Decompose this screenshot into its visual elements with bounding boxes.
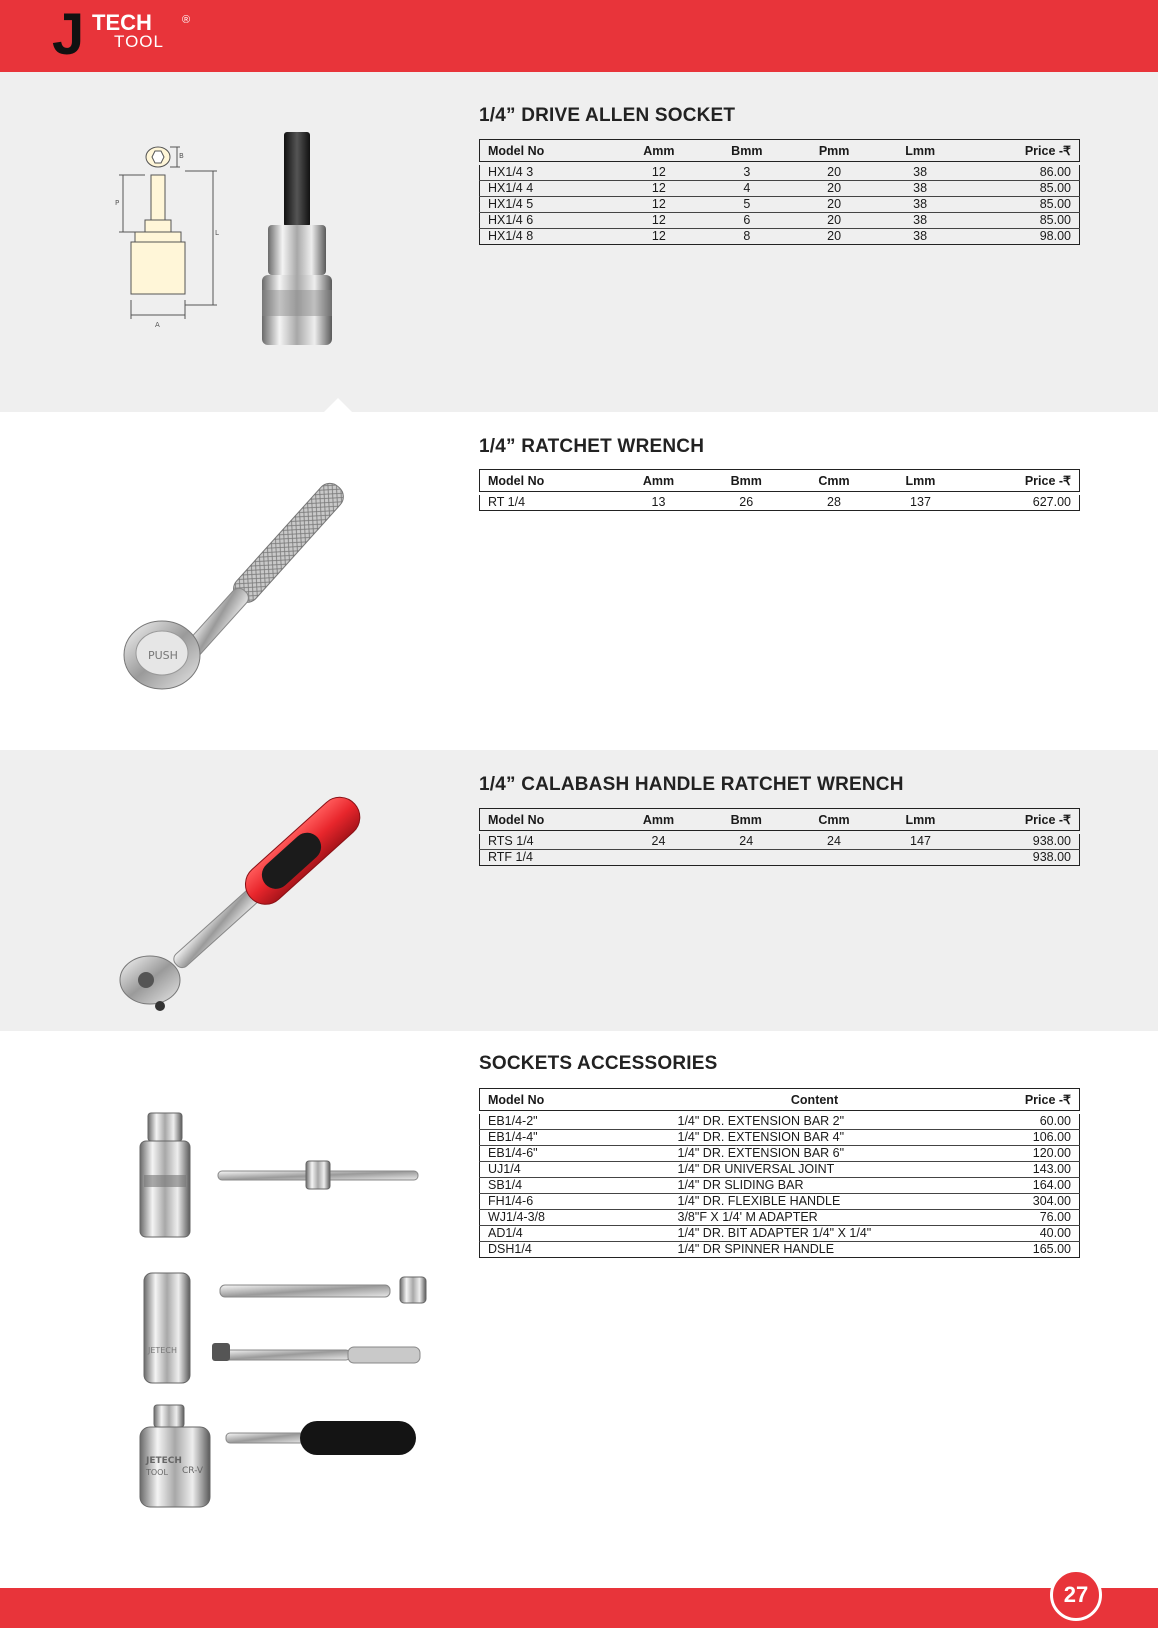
cell-a [615,850,703,866]
table-header-row [480,1089,1080,1111]
socket-tool-mark: TOOL [146,1468,168,1477]
table-row [480,1114,1080,1130]
col-header-l: Lmm [878,809,963,831]
col-header-c: Cmm [790,470,878,492]
cell-model: DSH1/4 [480,1242,670,1258]
logo-registered-mark: ® [182,14,191,26]
col-header-price: Price -₹ [963,470,1079,492]
logo-tech: TECH [92,10,152,35]
logo-j: J [52,2,85,67]
cell-l: 38 [877,229,962,245]
cell-l: 38 [877,165,962,181]
cell-a: 12 [615,165,703,181]
col-header-model: Model No [480,140,615,162]
table-row [480,1162,1080,1178]
cell-price: 143.00 [960,1162,1080,1178]
cell-price: 60.00 [960,1114,1080,1130]
cell-price: 40.00 [960,1226,1080,1242]
calabash-ratchet-photo [110,770,400,1020]
cell-model: FH1/4-6 [480,1194,670,1210]
col-header-a: Amm [615,470,703,492]
ratchet-table [479,469,1080,511]
dim-label-p: P [115,199,120,207]
cell-p: 20 [791,197,878,213]
cell-price: 627.00 [963,495,1079,511]
calabash-table [479,808,1080,866]
cell-l: 38 [877,181,962,197]
cell-b: 24 [702,834,790,850]
cell-l: 147 [878,834,963,850]
table-header-row [480,470,1080,492]
table-row [480,197,1080,213]
socket-brand-mark-1: JETECH [148,1346,177,1355]
table-row [480,850,1080,866]
table-header-row [480,140,1080,162]
allen-socket-photo [258,130,338,350]
cell-price: 165.00 [960,1242,1080,1258]
table-row [480,1210,1080,1226]
cell-b: 6 [703,213,791,229]
cell-c: 28 [790,495,878,511]
brand-logo [52,2,212,67]
dim-label-a: A [155,321,160,329]
col-header-l: Lmm [878,470,963,492]
cell-model: HX1/4 4 [480,181,615,197]
table-row [480,495,1080,511]
cell-model: SB1/4 [480,1178,670,1194]
cell-price: 76.00 [960,1210,1080,1226]
cell-b: 5 [703,197,791,213]
col-header-p: Pmm [791,140,878,162]
cell-c: 24 [790,834,878,850]
cell-model: RTF 1/4 [480,850,615,866]
cell-content: 1/4" DR UNIVERSAL JOINT [670,1162,960,1178]
accessories-table [479,1088,1080,1258]
col-header-model: Model No [480,1089,670,1111]
table-row [480,181,1080,197]
table-row [480,213,1080,229]
cell-price: 98.00 [963,229,1080,245]
table-row [480,1194,1080,1210]
table-header-row [480,809,1080,831]
footer-bar [0,1588,1158,1628]
page-number: 27 [1063,1582,1089,1607]
col-header-model: Model No [480,470,615,492]
table-row [480,1242,1080,1258]
cell-a: 24 [615,834,703,850]
cell-p: 20 [791,213,878,229]
cell-price: 304.00 [960,1194,1080,1210]
cell-l: 137 [878,495,963,511]
cell-model: EB1/4-4" [480,1130,670,1146]
dim-label-l: L [215,229,219,237]
ratchet-wrench-photo [110,445,400,715]
cell-content: 1/4" DR SLIDING BAR [670,1178,960,1194]
cell-b [702,850,790,866]
cell-p: 20 [791,181,878,197]
table-row [480,1226,1080,1242]
ratchet-push-label: PUSH [148,649,178,662]
cell-content: 1/4" DR. EXTENSION BAR 4" [670,1130,960,1146]
col-header-price: Price -₹ [963,140,1080,162]
cell-p: 20 [791,229,878,245]
section-title-allen-socket: 1/4” DRIVE ALLEN SOCKET [479,105,736,126]
col-header-l: Lmm [877,140,962,162]
table-row [480,1130,1080,1146]
cell-price: 120.00 [960,1146,1080,1162]
col-header-a: Amm [615,140,703,162]
cell-model: AD1/4 [480,1226,670,1242]
socket-cr-mark: CR-V [182,1466,204,1476]
col-header-content: Content [670,1089,960,1111]
allen-socket-diagram [115,135,225,345]
cell-a: 12 [615,229,703,245]
cell-model: RT 1/4 [480,495,615,511]
col-header-price: Price -₹ [960,1089,1080,1111]
cell-content: 1/4" DR. EXTENSION BAR 2" [670,1114,960,1130]
dim-label-b: B [179,152,184,160]
cell-a: 12 [615,181,703,197]
allen-socket-table [479,139,1080,245]
section-title-accessories: SOCKETS ACCESSORIES [479,1053,718,1074]
cell-price: 106.00 [960,1130,1080,1146]
cell-model: EB1/4-6" [480,1146,670,1162]
cell-l [878,850,963,866]
cell-price: 938.00 [963,850,1079,866]
cell-content: 1/4" DR. FLEXIBLE HANDLE [670,1194,960,1210]
cell-price: 938.00 [963,834,1079,850]
table-row [480,229,1080,245]
col-header-a: Amm [615,809,703,831]
cell-model: EB1/4-2" [480,1114,670,1130]
col-header-c: Cmm [790,809,878,831]
cell-a: 13 [615,495,703,511]
cell-model: RTS 1/4 [480,834,615,850]
col-header-model: Model No [480,809,615,831]
section-title-ratchet: 1/4” RATCHET WRENCH [479,436,705,457]
cell-model: UJ1/4 [480,1162,670,1178]
section-title-calabash: 1/4” CALABASH HANDLE RATCHET WRENCH [479,774,904,795]
table-row [480,165,1080,181]
cell-content: 1/4" DR. BIT ADAPTER 1/4" X 1/4" [670,1226,960,1242]
cell-content: 1/4" DR. EXTENSION BAR 6" [670,1146,960,1162]
cell-a: 12 [615,197,703,213]
cell-c [790,850,878,866]
cell-a: 12 [615,213,703,229]
cell-b: 3 [703,165,791,181]
cell-model: HX1/4 3 [480,165,615,181]
cell-price: 164.00 [960,1178,1080,1194]
col-header-price: Price -₹ [963,809,1079,831]
cell-price: 85.00 [963,213,1080,229]
cell-p: 20 [791,165,878,181]
col-header-b: Bmm [702,470,790,492]
cell-content: 3/8"F X 1/4' M ADAPTER [670,1210,960,1226]
cell-price: 86.00 [963,165,1080,181]
cell-content: 1/4" DR SPINNER HANDLE [670,1242,960,1258]
cell-model: WJ1/4-3/8 [480,1210,670,1226]
band-notch [324,398,352,412]
table-row [480,1178,1080,1194]
table-row [480,834,1080,850]
cell-model: HX1/4 6 [480,213,615,229]
table-row [480,1146,1080,1162]
cell-model: HX1/4 5 [480,197,615,213]
cell-b: 26 [702,495,790,511]
cell-b: 8 [703,229,791,245]
cell-model: HX1/4 8 [480,229,615,245]
cell-price: 85.00 [963,197,1080,213]
socket-brand-mark-2: JETECH [146,1456,182,1466]
cell-l: 38 [877,197,962,213]
col-header-b: Bmm [702,809,790,831]
cell-b: 4 [703,181,791,197]
col-header-b: Bmm [703,140,791,162]
cell-l: 38 [877,213,962,229]
accessories-photo [130,1105,440,1515]
logo-tool: TOOL [114,32,164,51]
cell-price: 85.00 [963,181,1080,197]
